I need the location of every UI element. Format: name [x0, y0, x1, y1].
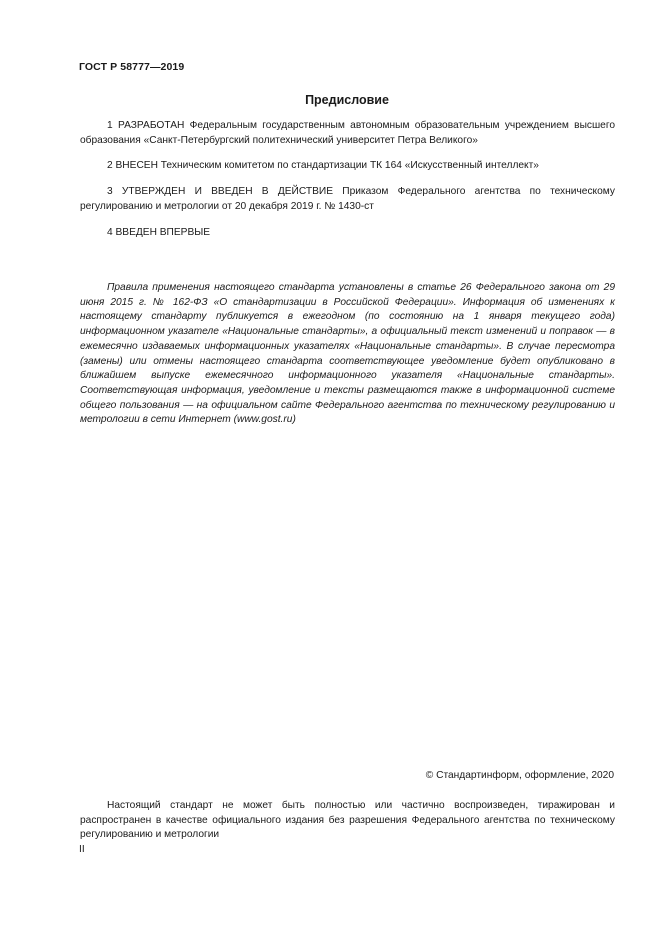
preface-item-4: 4 ВВЕДЕН ВПЕРВЫЕ	[107, 227, 211, 238]
preface-item-1: 1 РАЗРАБОТАН Федеральным государственным автономным образовательным учреждением высшего образования «Санкт-Петербургский политехнический университет Петра Великого»	[80, 120, 615, 146]
copyright-line: © Стандартинформ, оформление, 2020	[425, 770, 614, 781]
standard-code: ГОСТ Р 58777—2019	[79, 61, 185, 73]
preface-item-2: 2 ВНЕСЕН Техническим комитетом по стандартизации ТК 164 «Искусственный интеллект»	[107, 160, 539, 171]
page-title: Предисловие	[305, 93, 389, 107]
preface-item-3: 3 УТВЕРЖДЕН И ВВЕДЕН В ДЕЙСТВИЕ Приказом Федерального агентства по техническому регулированию и метрологии от 20 декабря 2019 г. № 1430-ст	[80, 186, 615, 212]
application-rules-note: Правила применения настоящего стандарта установлены в статье 26 Федерального закона от 29 июня 2015 г. № 162-ФЗ «О стандартизации в Российской Федерации». Информация об изменениях к настоящему стандарту публикуется в ежегодном (по состоянию на 1 января текущего года) информационном указателе «Национальные стандарты», а официальный текст изменений и поправок — в ежемесячно издаваемых информационных указателях «Национальные стандарты». В случае пересмотра (замены) или отмены настоящего стандарта соответствующее уведомление будет опубликовано в ближайшем выпуске ежемесячного информационного указателя «Национальные стандарты». Соответствующая информация, уведомление и тексты размещаются также в информационной системе общего пользования — на официальном сайте Федерального агентства по техническому регулированию и метрологии в сети Интернет (www.gost.ru)	[80, 282, 615, 426]
page-number: II	[79, 844, 85, 855]
reproduction-notice: Настоящий стандарт не может быть полностью или частично воспроизведен, тиражирован и распространен в качестве официального издания без разрешения Федерального агентства по техническому регулированию и метрологии	[80, 800, 615, 841]
